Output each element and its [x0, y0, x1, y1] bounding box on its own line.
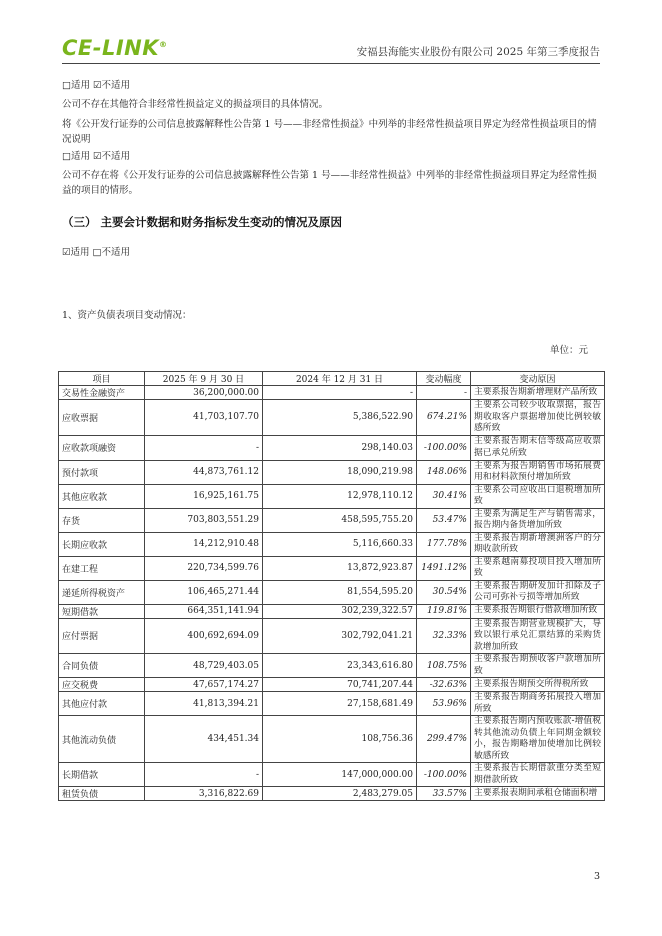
applicable-checkbox-line-3: ☑适用 □不适用: [62, 247, 131, 258]
row-current-value: 47,657,174.27: [145, 678, 263, 692]
row-change-pct: 299.47%: [417, 716, 471, 763]
row-change-pct: 32.33%: [417, 618, 471, 654]
row-item: 应收款项融资: [59, 435, 145, 460]
row-current-value: 106,465,271.44: [145, 580, 263, 604]
table-row: [59, 484, 605, 508]
table-row: [59, 556, 605, 580]
row-prior-value: 2,483,279.05: [263, 787, 417, 801]
row-prior-value: 147,000,000.00: [263, 763, 417, 787]
row-item: 长期应收款: [59, 532, 145, 556]
row-reason: 主要系报告期新增澳洲客户的分期收款所致: [471, 532, 605, 556]
table-row: [59, 532, 605, 556]
row-reason: 主要系报表期间承租仓储面积增: [471, 787, 605, 801]
row-prior-value: 298,140.03: [263, 435, 417, 460]
table-row: [59, 654, 605, 678]
row-reason: 主要系公司应收出口退税增加所致: [471, 484, 605, 508]
row-item: 其他应付款: [59, 692, 145, 716]
row-change-pct: -: [417, 386, 471, 400]
row-prior-value: 81,554,595.20: [263, 580, 417, 604]
paragraph-no-reclassification: 公司不存在将《公开发行证券的公司信息披露解释性公告第 1 号——非经常性损益》中列举的非经常性损益项目界定为经常性损益的项目的情形。: [62, 170, 597, 196]
row-reason: 主要系为满足生产与销售需求，报告期内备货增加所致: [471, 508, 605, 532]
row-item: 应收票据: [59, 400, 145, 436]
row-prior-value: 108,756.36: [263, 716, 417, 763]
unit-label: 单位：元: [549, 345, 588, 356]
report-title: 安福县海能实业股份有限公司 2025 年第三季度报告: [356, 46, 600, 58]
table-row: [59, 763, 605, 787]
row-reason: 主要系报告期预收客户款增加所致: [471, 654, 605, 678]
row-prior-value: 5,116,660.33: [263, 532, 417, 556]
row-current-value: 41,813,394.21: [145, 692, 263, 716]
row-item: 其他应收款: [59, 484, 145, 508]
header-prior-period: 2024 年 12 月 31 日: [263, 372, 417, 386]
row-current-value: 220,734,599.76: [145, 556, 263, 580]
row-current-value: 3,316,822.69: [145, 787, 263, 801]
table-row: [59, 435, 605, 460]
row-prior-value: 70,741,207.44: [263, 678, 417, 692]
row-prior-value: 12,978,110.12: [263, 484, 417, 508]
row-current-value: 41,703,107.70: [145, 400, 263, 436]
row-reason: 主要系报告期内预收账款-增值税转其他流动负债上年同期金额较小，报告期略增加使增加比例较敏感所致: [471, 716, 605, 763]
row-item: 其他流动负债: [59, 716, 145, 763]
table-row: [59, 580, 605, 604]
row-change-pct: -32.63%: [417, 678, 471, 692]
row-reason: 主要系报告期预交所得税所致: [471, 678, 605, 692]
row-change-pct: 53.96%: [417, 692, 471, 716]
row-prior-value: 23,343,616.80: [263, 654, 417, 678]
row-change-pct: 1491.12%: [417, 556, 471, 580]
row-change-pct: 177.78%: [417, 532, 471, 556]
row-current-value: 36,200,000.00: [145, 386, 263, 400]
table-row: [59, 787, 605, 801]
row-current-value: 16,925,161.75: [145, 484, 263, 508]
table-row: [59, 618, 605, 654]
row-reason: 主要系报告期新增理财产品所致: [471, 386, 605, 400]
row-prior-value: -: [263, 386, 417, 400]
row-current-value: 664,351,141.94: [145, 604, 263, 618]
table-row: [59, 508, 605, 532]
table-row: [59, 716, 605, 763]
row-reason: 主要系报告期银行借款增加所致: [471, 604, 605, 618]
applicable-checkbox-line-1: □适用 ☑不适用: [62, 80, 131, 91]
row-change-pct: 33.57%: [417, 787, 471, 801]
row-item: 短期借款: [59, 604, 145, 618]
paragraph-classification-note: 将《公开发行证券的公司信息披露解释性公告第 1 号——非经常性损益》中列举的非经常性损益项目界定为经常性损益项目的情况说明: [62, 119, 597, 145]
row-item: 在建工程: [59, 556, 145, 580]
row-prior-value: 458,595,755.20: [263, 508, 417, 532]
row-prior-value: 5,386,522.90: [263, 400, 417, 436]
header-reason: 变动原因: [471, 372, 605, 386]
paragraph-other-items: 公司不存在其他符合非经常性损益定义的损益项目的具体情况。: [62, 99, 329, 110]
row-prior-value: 13,872,923.87: [263, 556, 417, 580]
row-change-pct: 108.75%: [417, 654, 471, 678]
row-item: 存货: [59, 508, 145, 532]
row-change-pct: -100.00%: [417, 763, 471, 787]
applicable-checkbox-line-2: □适用 ☑不适用: [62, 151, 131, 162]
row-reason: 主要系报告期商务拓展投入增加所致: [471, 692, 605, 716]
row-reason: 主要系报告期研发加计扣除及子公司可弥补亏损等增加所致: [471, 580, 605, 604]
balance-sheet-subheading: 1、资产负债表项目变动情况：: [62, 310, 192, 321]
table-row: [59, 400, 605, 436]
row-item: 预付款项: [59, 460, 145, 484]
row-current-value: 14,212,910.48: [145, 532, 263, 556]
table-row: [59, 692, 605, 716]
table-row: [59, 604, 605, 618]
row-current-value: -: [145, 763, 263, 787]
row-current-value: 48,729,403.05: [145, 654, 263, 678]
header-divider: [62, 63, 600, 64]
balance-sheet-change-table: [58, 371, 605, 801]
row-reason: 主要系公司较少收取票据，报告期收取客户票据增加使比例较敏感所致: [471, 400, 605, 436]
header-item: 项目: [59, 372, 145, 386]
section-heading: （三） 主要会计数据和财务指标发生变动的情况及原因: [62, 215, 343, 229]
row-change-pct: 119.81%: [417, 604, 471, 618]
row-item: 应交税费: [59, 678, 145, 692]
row-prior-value: 18,090,219.98: [263, 460, 417, 484]
row-current-value: 703,803,551.29: [145, 508, 263, 532]
row-item: 租赁负债: [59, 787, 145, 801]
row-item: 合同负债: [59, 654, 145, 678]
row-current-value: 400,692,694.09: [145, 618, 263, 654]
row-prior-value: 302,792,041.21: [263, 618, 417, 654]
header-current-period: 2025 年 9 月 30 日: [145, 372, 263, 386]
row-prior-value: 27,158,681.49: [263, 692, 417, 716]
row-current-value: 434,451.34: [145, 716, 263, 763]
row-current-value: -: [145, 435, 263, 460]
row-current-value: 44,873,761.12: [145, 460, 263, 484]
row-item: 递延所得税资产: [59, 580, 145, 604]
header-change: 变动幅度: [417, 372, 471, 386]
row-change-pct: -100.00%: [417, 435, 471, 460]
company-logo: CE-LINK®: [62, 36, 168, 60]
row-reason: 主要系报告期末信等级高应收票据已承兑所致: [471, 435, 605, 460]
row-reason: 主要系越南募投项目投入增加所致: [471, 556, 605, 580]
row-reason: 主要系报告期营业规模扩大，导致以银行承兑汇票结算的采购货款增加所致: [471, 618, 605, 654]
row-prior-value: 302,239,322.57: [263, 604, 417, 618]
table-row: [59, 460, 605, 484]
row-change-pct: 30.41%: [417, 484, 471, 508]
row-change-pct: 30.54%: [417, 580, 471, 604]
row-item: 应付票据: [59, 618, 145, 654]
table-row: [59, 386, 605, 400]
page-number: 3: [593, 871, 600, 882]
row-change-pct: 53.47%: [417, 508, 471, 532]
row-change-pct: 674.21%: [417, 400, 471, 436]
table-header-row: [59, 372, 605, 386]
table-row: [59, 678, 605, 692]
row-change-pct: 148.06%: [417, 460, 471, 484]
row-item: 长期借款: [59, 763, 145, 787]
row-item: 交易性金融资产: [59, 386, 145, 400]
row-reason: 主要系为报告期销售市场拓展费用和材料款预付增加所致: [471, 460, 605, 484]
row-reason: 主要系报告长期借款重分类至短期借款所致: [471, 763, 605, 787]
